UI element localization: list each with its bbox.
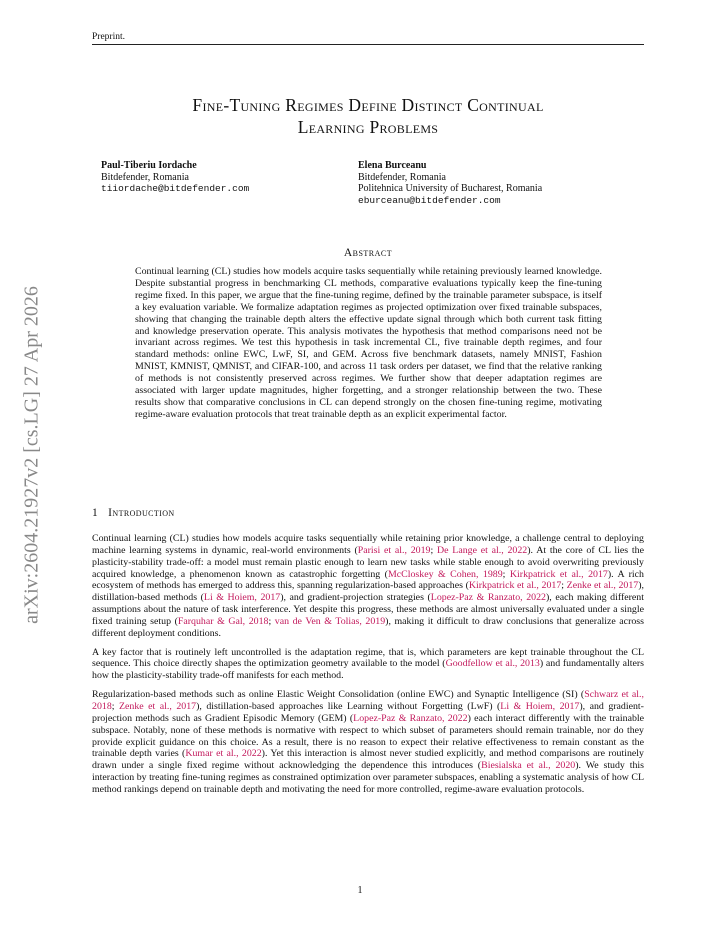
citation-link[interactable]: Zenke et al., 2017 [566, 580, 639, 592]
paragraph-text: ). A rich ecosystem of methods has emerged to address this, spanning regularization-based approaches ( [92, 568, 644, 592]
paragraph-text: ), and gradient-projection strategies ( [280, 592, 431, 604]
citation-link[interactable]: Biesialska et al., 2020 [481, 760, 576, 772]
section-heading [92, 507, 175, 519]
citation-link[interactable]: Li & Hoiem, 2017 [203, 592, 281, 604]
paragraph-text: ; [430, 544, 438, 556]
title-line-2: Learning Problems [297, 117, 439, 137]
title-line-1: Fine-Tuning Regimes Define Distinct Continual [192, 95, 544, 115]
paragraph-text: ), distillation-based methods ( [92, 580, 644, 604]
paragraph-text: Regularization-based methods such as online Elastic Weight Consolidation (online EWC) and Synaptic Intelligence (SI) ( [92, 689, 585, 701]
paragraph-text: ), and gradient-projection methods such as Gradient Episodic Memory (GEM) ( [92, 700, 644, 724]
paragraph-text: Continual learning (CL) studies how models acquire tasks sequentially while retaining prior knowledge, a challenge central to deploying machine learning systems in dynamic, real-world environments ( [92, 533, 644, 556]
citation-link[interactable]: van de Ven & Tolias, 2019 [274, 615, 386, 627]
citation-link[interactable]: Kirkpatrick et al., 2017 [509, 568, 608, 580]
paragraph-text: ). At the core of CL lies the plasticity-stability trade-off: a model must remain plastic enough to learn new tasks while stable enough to avoid overwriting previously acquired knowledge, a phenomenon known as catastrophic forgetting ( [92, 544, 644, 580]
citation-link[interactable]: Goodfellow et al., 2013 [445, 658, 540, 670]
citation-link[interactable]: Kirkpatrick et al., 2017 [468, 580, 562, 592]
paragraph-text: A key factor that is routinely left uncontrolled is the adaptation regime, that is, which parameters are kept trainable throughout the CL sequence. This choice directly shapes the optimization geometry available to the model ( [92, 646, 644, 670]
paragraph-text: ; [111, 700, 119, 712]
citation-link[interactable]: Zenke et al., 2017 [118, 700, 197, 712]
citation-link[interactable]: Lopez-Paz & Ranzato, 2022 [353, 712, 468, 724]
citation-link[interactable]: Farquhar & Gal, 2018 [177, 615, 269, 627]
paragraph-text: ). We study this interaction by treating fine-tuning regimes as constrained optimization over parameter subspaces, enabling a systematic analysis of how CL method rankings depend on trainable depth and motivating the need for more controlled, regime-aware evaluation protocols. [92, 760, 645, 795]
running-header: Preprint. [92, 32, 644, 45]
paragraph-text: ). Yet this interaction is almost never studied explicitly, and method comparisons are routinely drawn under a single fixed regime without acknowledging the dependence this introduces ( [92, 748, 644, 772]
paragraph-text: ) each interact differently with the trainable subspace. Notably, none of these methods is normative with respect to which subset of parameters should remain trainable, nor do they provide explicit guidance on this choice. As a result, there is no reason to expect their relative effectiveness to remain constant as the trainable depth varies ( [92, 712, 645, 760]
paragraph-text: ), distillation-based approaches like Learning without Forgetting (LwF) ( [196, 700, 501, 712]
author-email: tiiordache@bitdefender.com [101, 183, 250, 194]
section-number: 1 [92, 507, 99, 519]
page-number: 1 [357, 885, 363, 896]
citation-link[interactable]: Kumar et al., 2022 [185, 748, 262, 760]
author-affiliation: Bitdefender, Romania [101, 171, 189, 183]
citation-link[interactable]: Lopez-Paz & Ranzato, 2022 [430, 592, 546, 604]
arxiv-identifier: arXiv:2604.21927v2 [cs.LG] 27 Apr 2026 [20, 286, 43, 624]
arxiv-sidebar [14, 260, 50, 650]
body-paragraph [92, 647, 644, 683]
introduction-body [92, 533, 644, 803]
paragraph-text: ; [502, 568, 510, 580]
citation-link[interactable]: Schwarz et al., 2018 [92, 689, 644, 712]
body-paragraph [92, 533, 644, 640]
paragraph-text: ) and fundamentally alters how the plasticity-stability trade-off manifests for each method. [92, 658, 644, 682]
author-name: Paul-Tiberiu Iordache [101, 160, 197, 171]
paragraph-text: ), each making different assumptions about the nature of task interference. Yet despite this progress, these methods are almost universally evaluated under a single fixed training setup ( [92, 592, 644, 627]
paragraph-text: ; [561, 580, 567, 592]
body-paragraph [92, 689, 644, 796]
author-email: eburceanu@bitdefender.com [358, 194, 501, 206]
author-affiliation-2: Politehnica University of Bucharest, Romania [358, 183, 543, 194]
author-block-1 [101, 160, 249, 195]
author-affiliation: Bitdefender, Romania [358, 171, 446, 183]
author-block-2 [358, 160, 542, 206]
paragraph-text: ; [268, 615, 275, 627]
abstract-text: Continual learning (CL) studies how models acquire tasks sequentially while retaining previously learned knowledge. Despite substantial progress in benchmarking CL methods, comparative evaluations typically keep the fine-tuning regime fixed. In this paper, we argue that the fine-tuning regime, defined by the trainable parameter subspace, is itself a key evaluation variable. We formalize adaptation regimes as projected optimization over fixed trainable subspaces, showing that changing the trainable depth alters the effective update signal through which both current task fitting and knowledge preservation operate. This analysis motivates the hypothesis that method comparisons need not be invariant across regimes. We test this hypothesis in task incremental CL, five trainable depth regimes, and four standard methods: online EWC, LwF, SI, and GEM. Across five benchmark datasets, namely MNIST, Fashion MNIST, KMNIST, QMNIST, and CIFAR-100, and across 11 task orders per dataset, we find that the relative ranking of methods is not consistently preserved across regimes. We further show that deeper adaptation regimes are associated with larger update magnitudes, higher forgetting, and a stronger relationship between the two. These results show that comparative conclusions in CL can depend strongly on the chosen fine-tuning regime, motivating regime-aware evaluation protocols that treat trainable depth as an explicit experimental factor. [135, 266, 602, 420]
citation-link[interactable]: Li & Hoiem, 2017 [500, 700, 580, 712]
section-title: Introduction [108, 507, 175, 519]
abstract-heading: Abstract [343, 247, 393, 259]
citation-link[interactable]: De Lange et al., 2022 [437, 544, 528, 556]
citation-link[interactable]: McCloskey & Cohen, 1989 [387, 568, 503, 580]
paper-title [92, 94, 644, 138]
paragraph-text: ), making it difficult to draw conclusions that generalize across different deployment conditions. [92, 615, 644, 639]
author-name: Elena Burceanu [358, 160, 427, 171]
citation-link[interactable]: Parisi et al., 2019 [357, 544, 431, 556]
